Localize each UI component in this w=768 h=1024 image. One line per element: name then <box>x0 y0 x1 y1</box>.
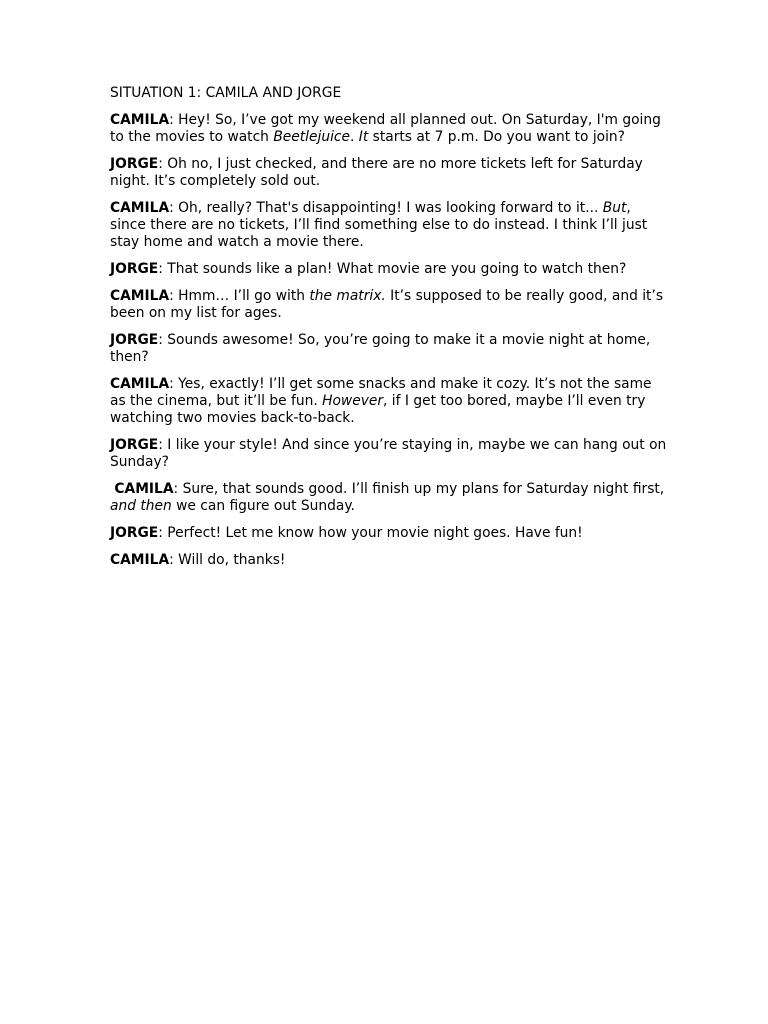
speaker-name: CAMILA <box>110 376 170 392</box>
emphasized-text: Beetlejuice <box>273 129 350 145</box>
line-text: : Will do, thanks! <box>169 552 286 568</box>
speaker-name: CAMILA <box>110 552 170 568</box>
dialogue-line <box>110 200 670 251</box>
document-title: SITUATION 1: CAMILA AND JORGE <box>110 85 342 101</box>
dialogue-line <box>110 437 670 471</box>
dialogue-line <box>110 156 670 190</box>
line-text: : That sounds like a plan! What movie are you going to watch then? <box>158 261 627 277</box>
line-text: , since there are no tickets, I’ll find something else to do instead. I think I’ll just stay home and watch a movie there. <box>110 200 648 250</box>
speaker-name: CAMILA <box>110 112 170 128</box>
line-text: : Sounds awesome! So, you’re going to make it a movie night at home, then? <box>110 332 651 365</box>
emphasized-text: But <box>602 200 627 216</box>
document-page <box>110 85 670 579</box>
speaker-name: CAMILA <box>114 481 174 497</box>
dialogue-line <box>110 376 670 427</box>
line-text: , if I get too bored, maybe I’ll even try watching two movies back-to-back. <box>110 393 646 426</box>
dialogue-line <box>110 332 670 366</box>
dialogue-line <box>110 481 670 515</box>
emphasized-text: It <box>358 129 369 145</box>
dialogue-line <box>110 525 670 542</box>
speaker-name: CAMILA <box>110 200 170 216</box>
line-text: starts at 7 p.m. Do you want to join? <box>368 129 625 145</box>
line-text: . <box>349 129 359 145</box>
line-text: : Oh, really? That's disappointing! I was looking forward to it... <box>169 200 603 216</box>
line-text: : Sure, that sounds good. I’ll finish up my plans for Saturday night first, <box>173 481 665 497</box>
speaker-name: JORGE <box>110 156 159 172</box>
dialogue-line <box>110 261 670 278</box>
line-text: : Perfect! Let me know how your movie night goes. Have fun! <box>158 525 583 541</box>
emphasized-text: the matrix. <box>309 288 386 304</box>
dialogue-line <box>110 112 670 146</box>
speaker-name: JORGE <box>110 525 159 541</box>
line-text: : I like your style! And since you’re staying in, maybe we can hang out on Sunday? <box>110 437 667 470</box>
line-text: It’s supposed to be really good, and it’s been on my list for ages. <box>110 288 664 321</box>
emphasized-text: and then <box>110 498 172 514</box>
dialogue-line <box>110 552 670 569</box>
dialogue-line <box>110 288 670 322</box>
emphasized-text: However <box>322 393 384 409</box>
speaker-name: CAMILA <box>110 288 170 304</box>
line-text: we can figure out Sunday. <box>171 498 355 514</box>
line-text: : Hey! So, I’ve got my weekend all planned out. On Saturday, I'm going to the movies to watch <box>110 112 661 145</box>
line-text: : Oh no, I just checked, and there are no more tickets left for Saturday night. It’s completely sold out. <box>110 156 643 189</box>
line-text: : Hmm… I’ll go with <box>169 288 310 304</box>
speaker-name: JORGE <box>110 332 159 348</box>
speaker-name: JORGE <box>110 261 159 277</box>
line-text: : Yes, exactly! I’ll get some snacks and make it cozy. It’s not the same as the cinema, but it’ll be fun. <box>110 376 652 409</box>
speaker-name: JORGE <box>110 437 159 453</box>
dialogue <box>110 112 670 569</box>
